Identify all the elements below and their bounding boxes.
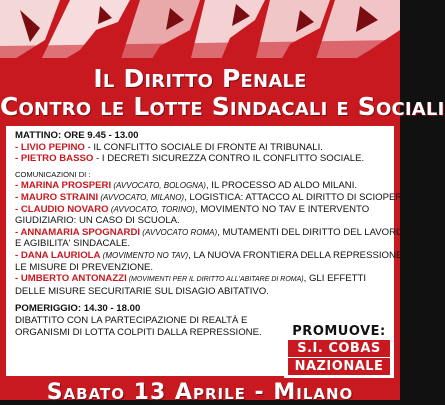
- promoter-org-line-2: NAZIONALE: [288, 358, 390, 375]
- comunicazione-item: [15, 226, 404, 239]
- date-bar: [0, 378, 400, 405]
- title-line-1: Il Diritto Penale: [93, 64, 307, 93]
- speaker-role: (AVVOCATO, BOLOGNA): [111, 181, 206, 191]
- talk-title: , MUTAMENTI DEL DIRITTO DEL LAVORO: [217, 226, 404, 238]
- talk-title: , LA NUOVA FRONTIERA DELLA REPRESSIONE:: [188, 249, 405, 261]
- speaker-role: (MOVIMENTO NO TAV): [100, 250, 189, 260]
- talk-title-continued: GIUDIZIARIO: UN CASO DI SCUOLA.: [15, 215, 180, 227]
- talk-title-continued: DELLE MISURE SECURITARIE SUL DISAGIO ABITATIVO.: [15, 285, 269, 297]
- speaker-name: - MAURO STRAINI: [15, 191, 99, 203]
- mattino-heading: MATTINO: ORE 9.45 - 13.00: [15, 130, 139, 141]
- speaker-role: (AVVOCATO, TORINO): [108, 204, 195, 214]
- pomeriggio-heading: POMERIGGIO: 14.30 - 18.00: [15, 303, 141, 315]
- talk-title-continued: E AGIBILITA' SINDACALE.: [15, 238, 131, 250]
- pomeriggio-line: ORGANISMI DI LOTTA COLPITI DALLA REPRESSIONE.: [15, 326, 262, 338]
- header-artwork-graphic: [0, 0, 400, 62]
- comunicazione-item: [15, 191, 413, 204]
- event-date: Sabato 13 Aprile - Milano: [46, 380, 354, 405]
- mattino-item: [15, 142, 391, 154]
- comunicazioni-heading: COMUNICAZIONI DI :: [15, 169, 91, 179]
- comunicazione-item: [15, 249, 405, 262]
- promoter-label: PROMUOVE:: [292, 324, 386, 339]
- talk-title: - I DECRETI SICUREZZA CONTRO IL CONFLITTO SOCIALE.: [93, 153, 365, 165]
- speaker-name: - PIETRO BASSO: [15, 153, 94, 165]
- title-band: [0, 58, 445, 128]
- speaker-name: - CLAUDIO NOVARO: [15, 203, 109, 215]
- comunicazione-item: [15, 204, 391, 216]
- speaker-name: - ANNAMARIA SPOGNARDI: [15, 226, 141, 238]
- comunicazione-item: [15, 180, 391, 192]
- speaker-name: - MARINA PROSPERI: [15, 180, 112, 192]
- talk-title: , MOVIMENTO NO TAV E INTERVENTO: [194, 203, 370, 215]
- pomeriggio-line: DIBATTITO CON LA PARTECIPAZIONE DI REALTÀ E: [15, 314, 248, 326]
- header-artwork: [0, 0, 400, 62]
- talk-title: , GLI EFFETTI: [303, 273, 367, 285]
- talk-title: , IL PROCESSO AD ALDO MILANI.: [205, 180, 358, 192]
- promoter-box: [284, 322, 394, 384]
- talk-title-continued: LE MISURE DI PREVENZIONE.: [15, 261, 154, 273]
- title-line-2: Contro le Lotte Sindacali e Sociali: [0, 92, 445, 121]
- speaker-name: - UMBERTO ANTONAZZI: [15, 273, 127, 285]
- speaker-role: (AVVOCATO, MILANO): [98, 192, 185, 202]
- program-content: [15, 130, 413, 338]
- talk-title: - IL CONFLITTO SOCIALE DI FRONTE AI TRIBUNALI.: [84, 141, 323, 153]
- mattino-item: [15, 153, 391, 165]
- talk-title: , LOGISTICA: ATTACCO AL DIRITTO DI SCIOPERO.: [184, 191, 413, 203]
- promoter-org-line-1: S.I. COBAS: [288, 340, 390, 357]
- speaker-name: - LIVIO PEPINO: [15, 141, 85, 153]
- speaker-role: (MOVIMENTI PER IL DIRITTO ALL'ABITARE DI ROMA): [126, 276, 304, 284]
- speaker-name: - DANA LAURIOLA: [15, 249, 101, 261]
- speaker-role: (AVVOCATO ROMA): [140, 227, 218, 237]
- comunicazione-item: [15, 273, 391, 286]
